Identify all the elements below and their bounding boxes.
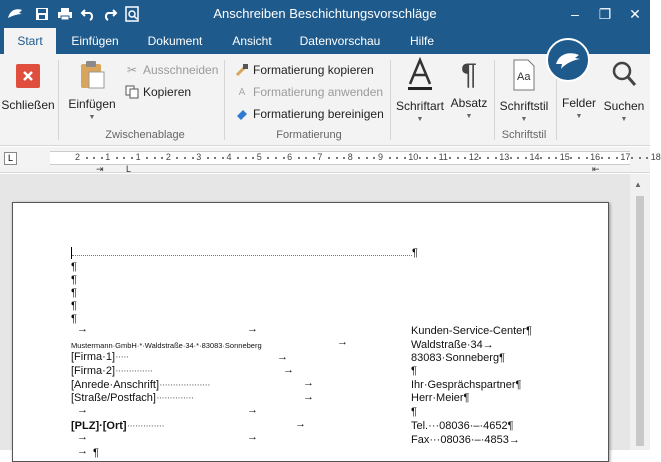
address-empty-2: ¶	[411, 406, 417, 418]
ruler-tick	[548, 157, 550, 159]
ruler-number: 9	[378, 152, 384, 162]
tab-arrow: →	[77, 323, 88, 335]
chevron-down-icon: ▼	[465, 113, 473, 120]
ruler	[0, 147, 661, 174]
paragraph-mark: ¶	[71, 313, 77, 325]
tab-hilfe[interactable]: Hilfe	[409, 34, 434, 48]
ruler-tick	[366, 157, 368, 159]
ruler-tick	[305, 157, 307, 159]
svg-text:Aa: Aa	[517, 71, 531, 83]
group-clipboard-label: Zwischenablage	[105, 129, 185, 141]
paragraph-mark: ¶	[71, 261, 77, 273]
ruler-number: 1	[105, 152, 111, 162]
ruler-tick	[336, 157, 338, 159]
group-style-label: Schriftstil	[501, 129, 547, 141]
tab-arrow: →	[303, 377, 314, 389]
tab-arrow: →	[283, 364, 294, 376]
ribbon-separator	[390, 60, 391, 140]
ruler-number: 15	[559, 152, 570, 162]
ruler-tick	[131, 157, 133, 159]
ruler-tick	[396, 157, 398, 159]
ribbon	[0, 54, 650, 146]
ruler-tick	[479, 157, 481, 159]
ruler-number: 14	[529, 152, 540, 162]
ruler-number: 5	[256, 152, 262, 162]
scrollbar-thumb[interactable]	[636, 196, 644, 446]
ruler-tick	[517, 157, 519, 159]
ruler-tick	[343, 157, 345, 159]
chevron-down-icon: ▼	[416, 116, 424, 123]
ruler-number: 18	[650, 152, 661, 162]
chevron-down-icon: ▼	[520, 116, 528, 123]
address-contact: Ihr·Gesprächspartner¶	[411, 379, 522, 391]
ruler-tick	[184, 157, 186, 159]
ruler-tick	[101, 157, 103, 159]
title-bar	[0, 0, 650, 28]
address-city: 83083·Sonneberg¶	[411, 352, 505, 364]
paintbrush-icon	[234, 62, 250, 78]
ruler-tick	[578, 157, 580, 159]
eraser-icon	[234, 106, 250, 122]
format-apply-icon: A	[238, 86, 246, 98]
font-button[interactable]	[394, 58, 446, 123]
close-label: Schließen	[1, 98, 55, 112]
save-icon[interactable]	[32, 0, 52, 28]
right-indent-marker[interactable]: ⇤	[592, 164, 600, 174]
copy-label: Kopieren	[143, 85, 192, 99]
ruler-tick	[146, 157, 148, 159]
paragraph-mark: ¶	[71, 300, 77, 312]
tab-arrow: →	[77, 431, 88, 443]
ruler-tick	[298, 157, 300, 159]
close-document-button[interactable]	[2, 62, 54, 112]
address-center: Kunden-Service-Center¶	[411, 325, 532, 337]
ruler-tick	[214, 157, 216, 159]
ruler-number: 2	[165, 152, 171, 162]
ruler-tick	[123, 157, 125, 159]
cut-button[interactable]	[124, 62, 218, 78]
ruler-number: 16	[590, 152, 601, 162]
ruler-number: 12	[468, 152, 479, 162]
ruler-tick	[419, 157, 421, 159]
font-label: Schriftart	[395, 99, 444, 113]
paste-label: Einfügen	[68, 97, 116, 111]
ruler-tick	[389, 157, 391, 159]
cut-label: Ausschneiden	[143, 63, 219, 77]
paragraph-mark: ¶	[93, 447, 99, 459]
pilcrow-icon: ¶	[460, 58, 478, 91]
tab-arrow: →	[277, 351, 288, 363]
ruler-tick	[525, 157, 527, 159]
paragraph-label: Absatz	[450, 96, 488, 110]
style-icon	[510, 58, 538, 95]
ruler-tick	[328, 157, 330, 159]
close-window-button[interactable]: ✕	[629, 5, 641, 22]
window-title: Anschreiben Beschichtungsvorschläge	[213, 6, 437, 21]
ruler-tick	[116, 157, 118, 159]
undo-icon[interactable]	[78, 0, 98, 28]
tab-arrow: →	[77, 445, 88, 457]
tab-arrow: →	[337, 336, 348, 348]
field-firma1: [Firma·1]·····	[71, 351, 129, 363]
tab-ansicht[interactable]: Ansicht	[232, 34, 272, 48]
address-tel: Tel.···08036·–·4652¶	[411, 420, 514, 432]
search-button[interactable]	[602, 58, 646, 123]
field-plz-ort: [PLZ]·[Ort]··············	[71, 420, 164, 432]
ruler-tick	[510, 157, 512, 159]
ruler-tick	[245, 157, 247, 159]
ruler-number: 1	[135, 152, 141, 162]
ruler-tick	[426, 157, 428, 159]
tab-arrow: →	[295, 418, 306, 430]
ruler-tick	[555, 157, 557, 159]
ruler-number: 17	[620, 152, 631, 162]
ruler-number: 6	[287, 152, 293, 162]
ruler-tick	[207, 157, 209, 159]
address-fax: Fax···08036·–·4853→	[411, 434, 520, 446]
font-icon	[406, 58, 434, 95]
format-copy-button[interactable]	[234, 62, 374, 78]
ribbon-separator	[58, 60, 59, 140]
indent-marker[interactable]: ⇥	[96, 164, 104, 174]
tab-arrow: →	[247, 404, 258, 416]
restore-button[interactable]: ❐	[598, 5, 612, 22]
ruler-tick	[192, 157, 194, 159]
ruler-tick	[639, 157, 641, 159]
address-name: Herr·Meier¶	[411, 392, 470, 404]
ruler-tick	[283, 157, 285, 159]
scissors-icon: ✂	[126, 63, 138, 77]
ruler-tick	[237, 157, 239, 159]
document-area	[0, 174, 650, 459]
fields-label: Felder	[561, 96, 596, 110]
chevron-down-icon: ▼	[620, 116, 628, 123]
minimize-button[interactable]: –	[571, 6, 579, 22]
ruler-tick	[495, 157, 497, 159]
chevron-down-icon: ▼	[88, 114, 96, 121]
ruler-tick	[267, 157, 269, 159]
tab-datenvorschau[interactable]: Datenvorschau	[299, 34, 381, 48]
tab-arrow: →	[247, 323, 258, 335]
app-icon[interactable]	[4, 0, 26, 28]
paragraph-mark: ¶	[71, 274, 77, 286]
dolphin-logo-icon	[546, 38, 590, 82]
ruler-tick	[570, 157, 572, 159]
tab-arrow: →	[77, 404, 88, 416]
sender-line: Mustermann·GmbH·*·Waldstraße·34·*·83083·Sonneberg	[71, 341, 262, 350]
ruler-number: 2	[75, 152, 81, 162]
ruler-tick	[608, 157, 610, 159]
ruler-tick	[93, 157, 95, 159]
ruler-tick	[434, 157, 436, 159]
ruler-tick	[222, 157, 224, 159]
ruler-tick	[313, 157, 315, 159]
ruler-number: 11	[438, 152, 448, 162]
ruler-tick	[646, 157, 648, 159]
tab-arrow: →	[247, 431, 258, 443]
ribbon-separator	[494, 60, 495, 140]
ruler-tick	[616, 157, 618, 159]
tab-dokument[interactable]: Dokument	[147, 34, 203, 48]
ribbon-separator	[224, 60, 225, 140]
close-icon	[16, 64, 40, 88]
ruler-number: 13	[499, 152, 510, 162]
ruler-tick	[358, 157, 360, 159]
paste-button[interactable]	[66, 60, 118, 121]
copy-button[interactable]	[124, 84, 191, 100]
ruler-tick	[275, 157, 277, 159]
ruler-tick	[86, 157, 88, 159]
search-icon	[610, 58, 638, 95]
style-button[interactable]	[496, 58, 552, 123]
field-strasse: [Straße/Postfach]··············	[71, 392, 194, 404]
ruler-tick	[373, 157, 375, 159]
ruler-tick	[631, 157, 633, 159]
ruler-tick	[487, 157, 489, 159]
tab-start[interactable]: Start	[4, 28, 56, 54]
tab-einfuegen[interactable]: Einfügen	[71, 34, 119, 48]
format-clear-button[interactable]	[234, 106, 384, 122]
format-apply-button[interactable]	[234, 84, 383, 100]
document-page[interactable]	[12, 202, 609, 462]
ruler-tick	[161, 157, 163, 159]
paragraph-button[interactable]	[446, 58, 492, 120]
ruler-number: 8	[347, 152, 353, 162]
address-street: Waldstraße·34→	[411, 339, 494, 351]
field-anrede: [Anrede·Anschrift]···················	[71, 379, 210, 391]
scroll-up-icon[interactable]: ▲	[634, 180, 642, 189]
chevron-down-icon: ▼	[575, 113, 583, 120]
ruler-number: 10	[408, 152, 419, 162]
ruler-tick	[449, 157, 451, 159]
address-empty: ¶	[411, 365, 417, 377]
ruler-tick	[586, 157, 588, 159]
ruler-tick	[464, 157, 466, 159]
search-label: Suchen	[603, 99, 645, 113]
tab-stop-selector[interactable]: L	[4, 152, 17, 165]
ruler-tick	[252, 157, 254, 159]
ruler-tick	[154, 157, 156, 159]
ruler-tick	[176, 157, 178, 159]
group-format-label: Formatierung	[276, 129, 342, 141]
format-clear-label: Formatierung bereinigen	[253, 107, 384, 121]
tab-marker[interactable]: L	[126, 164, 132, 174]
style-label: Schriftstil	[499, 99, 549, 113]
format-copy-label: Formatierung kopieren	[253, 63, 374, 77]
redo-icon[interactable]	[100, 0, 120, 28]
ruler-tick	[540, 157, 542, 159]
ruler-number: 3	[196, 152, 202, 162]
print-preview-icon[interactable]	[122, 0, 142, 28]
ruler-number: 7	[317, 152, 323, 162]
field-firma2: [Firma·2]··············	[71, 365, 153, 377]
vertical-scrollbar[interactable]	[630, 174, 650, 450]
ruler-number: 4	[226, 152, 232, 162]
ruler-tick	[601, 157, 603, 159]
copy-icon	[124, 84, 140, 100]
paragraph-mark: ¶	[71, 287, 77, 299]
ruler-tick	[457, 157, 459, 159]
print-icon[interactable]	[55, 0, 75, 28]
ruler-tick	[404, 157, 406, 159]
format-apply-label: Formatierung anwenden	[253, 85, 384, 99]
clipboard-icon	[78, 60, 106, 93]
document-line: ¶	[71, 247, 418, 259]
tab-arrow: →	[303, 391, 314, 403]
